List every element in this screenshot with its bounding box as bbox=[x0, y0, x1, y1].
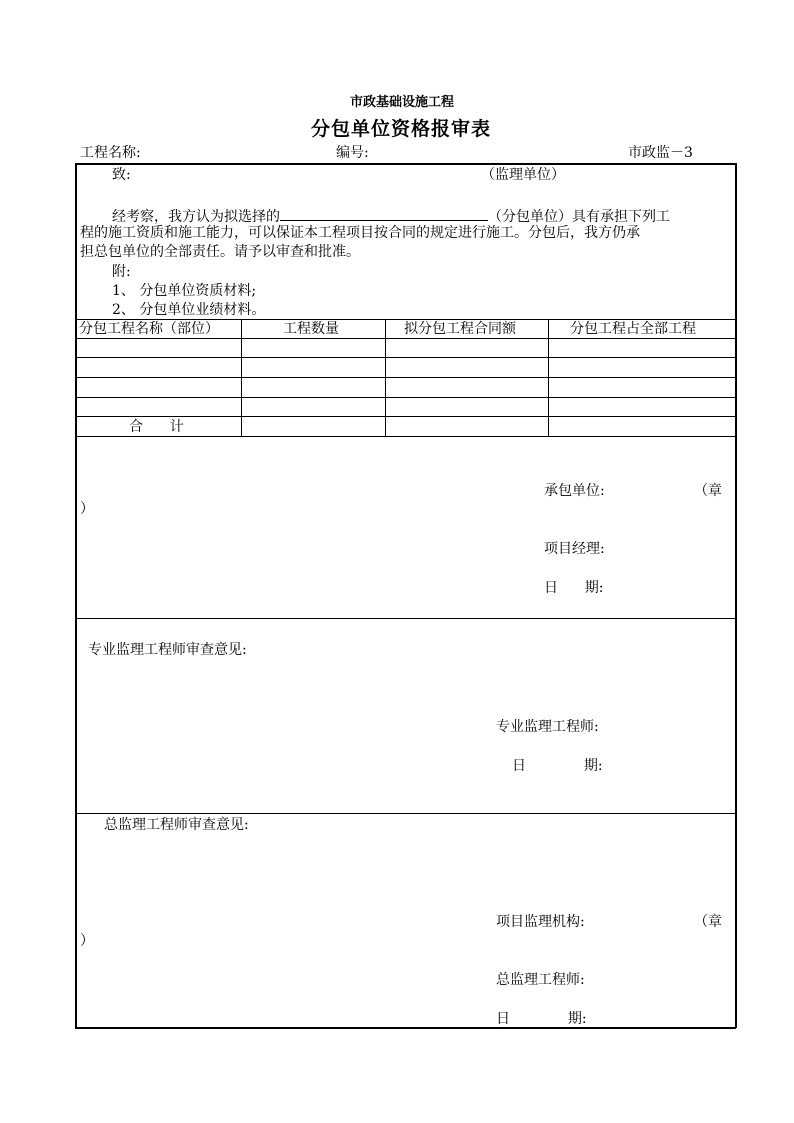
project-manager-label: 项目经理: bbox=[544, 541, 605, 557]
attachment-item-1: 1、 分包单位资质材料; bbox=[112, 283, 257, 299]
table-col-divider bbox=[548, 319, 549, 437]
chief-opinion-label: 总监理工程师审查意见: bbox=[104, 817, 249, 833]
form-title: 分包单位资格报审表 bbox=[311, 118, 492, 140]
chief-seal-close: ） bbox=[80, 933, 94, 949]
section-divider bbox=[75, 618, 736, 619]
table-header-contract-amount: 拟分包工程合同额 bbox=[404, 321, 516, 337]
intro-suffix: （分包单位）具有承担下列工 bbox=[488, 209, 670, 225]
form-subtitle: 市政基础设施工程 bbox=[350, 95, 455, 110]
table-row-line bbox=[75, 357, 736, 358]
contractor-seal-close: ） bbox=[80, 501, 94, 517]
attach-label: 附: bbox=[112, 264, 131, 280]
table-top-line bbox=[75, 319, 736, 320]
table-header-percentage: 分包工程占全部工程 bbox=[570, 321, 696, 337]
contractor-seal-open: （章 bbox=[694, 483, 722, 499]
form-code: 市政监－3 bbox=[628, 145, 693, 161]
chief-seal-open: （章 bbox=[694, 914, 722, 930]
subcontractor-blank bbox=[280, 207, 488, 221]
table-bottom-line bbox=[75, 436, 736, 437]
supervisor-unit-label: （监理单位） bbox=[481, 167, 565, 183]
intro-paragraph-line3: 担总包单位的全部责任。请予以审查和批准。 bbox=[80, 244, 360, 260]
chief-date-label: 日 期: bbox=[496, 1011, 587, 1027]
contractor-unit-label: 承包单位: bbox=[544, 483, 605, 499]
table-header-name: 分包工程名称（部位） bbox=[79, 321, 219, 337]
table-col-divider bbox=[241, 319, 242, 437]
table-row-line bbox=[75, 416, 736, 417]
specialist-opinion-label: 专业监理工程师审查意见: bbox=[88, 642, 247, 658]
table-header-bottom bbox=[75, 338, 736, 339]
table-col-divider bbox=[385, 319, 386, 437]
number-label: 编号: bbox=[336, 145, 369, 161]
intro-paragraph-line2: 程的施工资质和施工能力，可以保证本工程项目按合同的规定进行施工。分包后，我方仍承 bbox=[80, 225, 640, 241]
outer-border-right bbox=[735, 163, 737, 1028]
chief-engineer-label: 总监理工程师: bbox=[496, 972, 585, 988]
table-total-label: 合 计 bbox=[129, 419, 184, 435]
outer-border-top bbox=[75, 163, 736, 165]
outer-border-left bbox=[75, 163, 77, 1028]
intro-prefix: 经考察，我方认为拟选择的 bbox=[112, 209, 280, 225]
to-label: 致: bbox=[112, 167, 131, 183]
specialist-engineer-label: 专业监理工程师: bbox=[496, 719, 599, 735]
specialist-date-label: 日 期: bbox=[512, 758, 603, 774]
intro-paragraph-line1 bbox=[112, 207, 670, 224]
project-name-label: 工程名称: bbox=[80, 145, 141, 161]
attachment-item-2: 2、 分包单位业绩材料。 bbox=[112, 302, 266, 318]
supervision-org-label: 项目监理机构: bbox=[496, 914, 585, 930]
table-header-quantity: 工程数量 bbox=[283, 321, 339, 337]
table-row-line bbox=[75, 397, 736, 398]
outer-border-bottom bbox=[75, 1027, 736, 1029]
contractor-date-label: 日 期: bbox=[544, 580, 604, 596]
table-row-line bbox=[75, 377, 736, 378]
section-divider bbox=[75, 813, 736, 814]
